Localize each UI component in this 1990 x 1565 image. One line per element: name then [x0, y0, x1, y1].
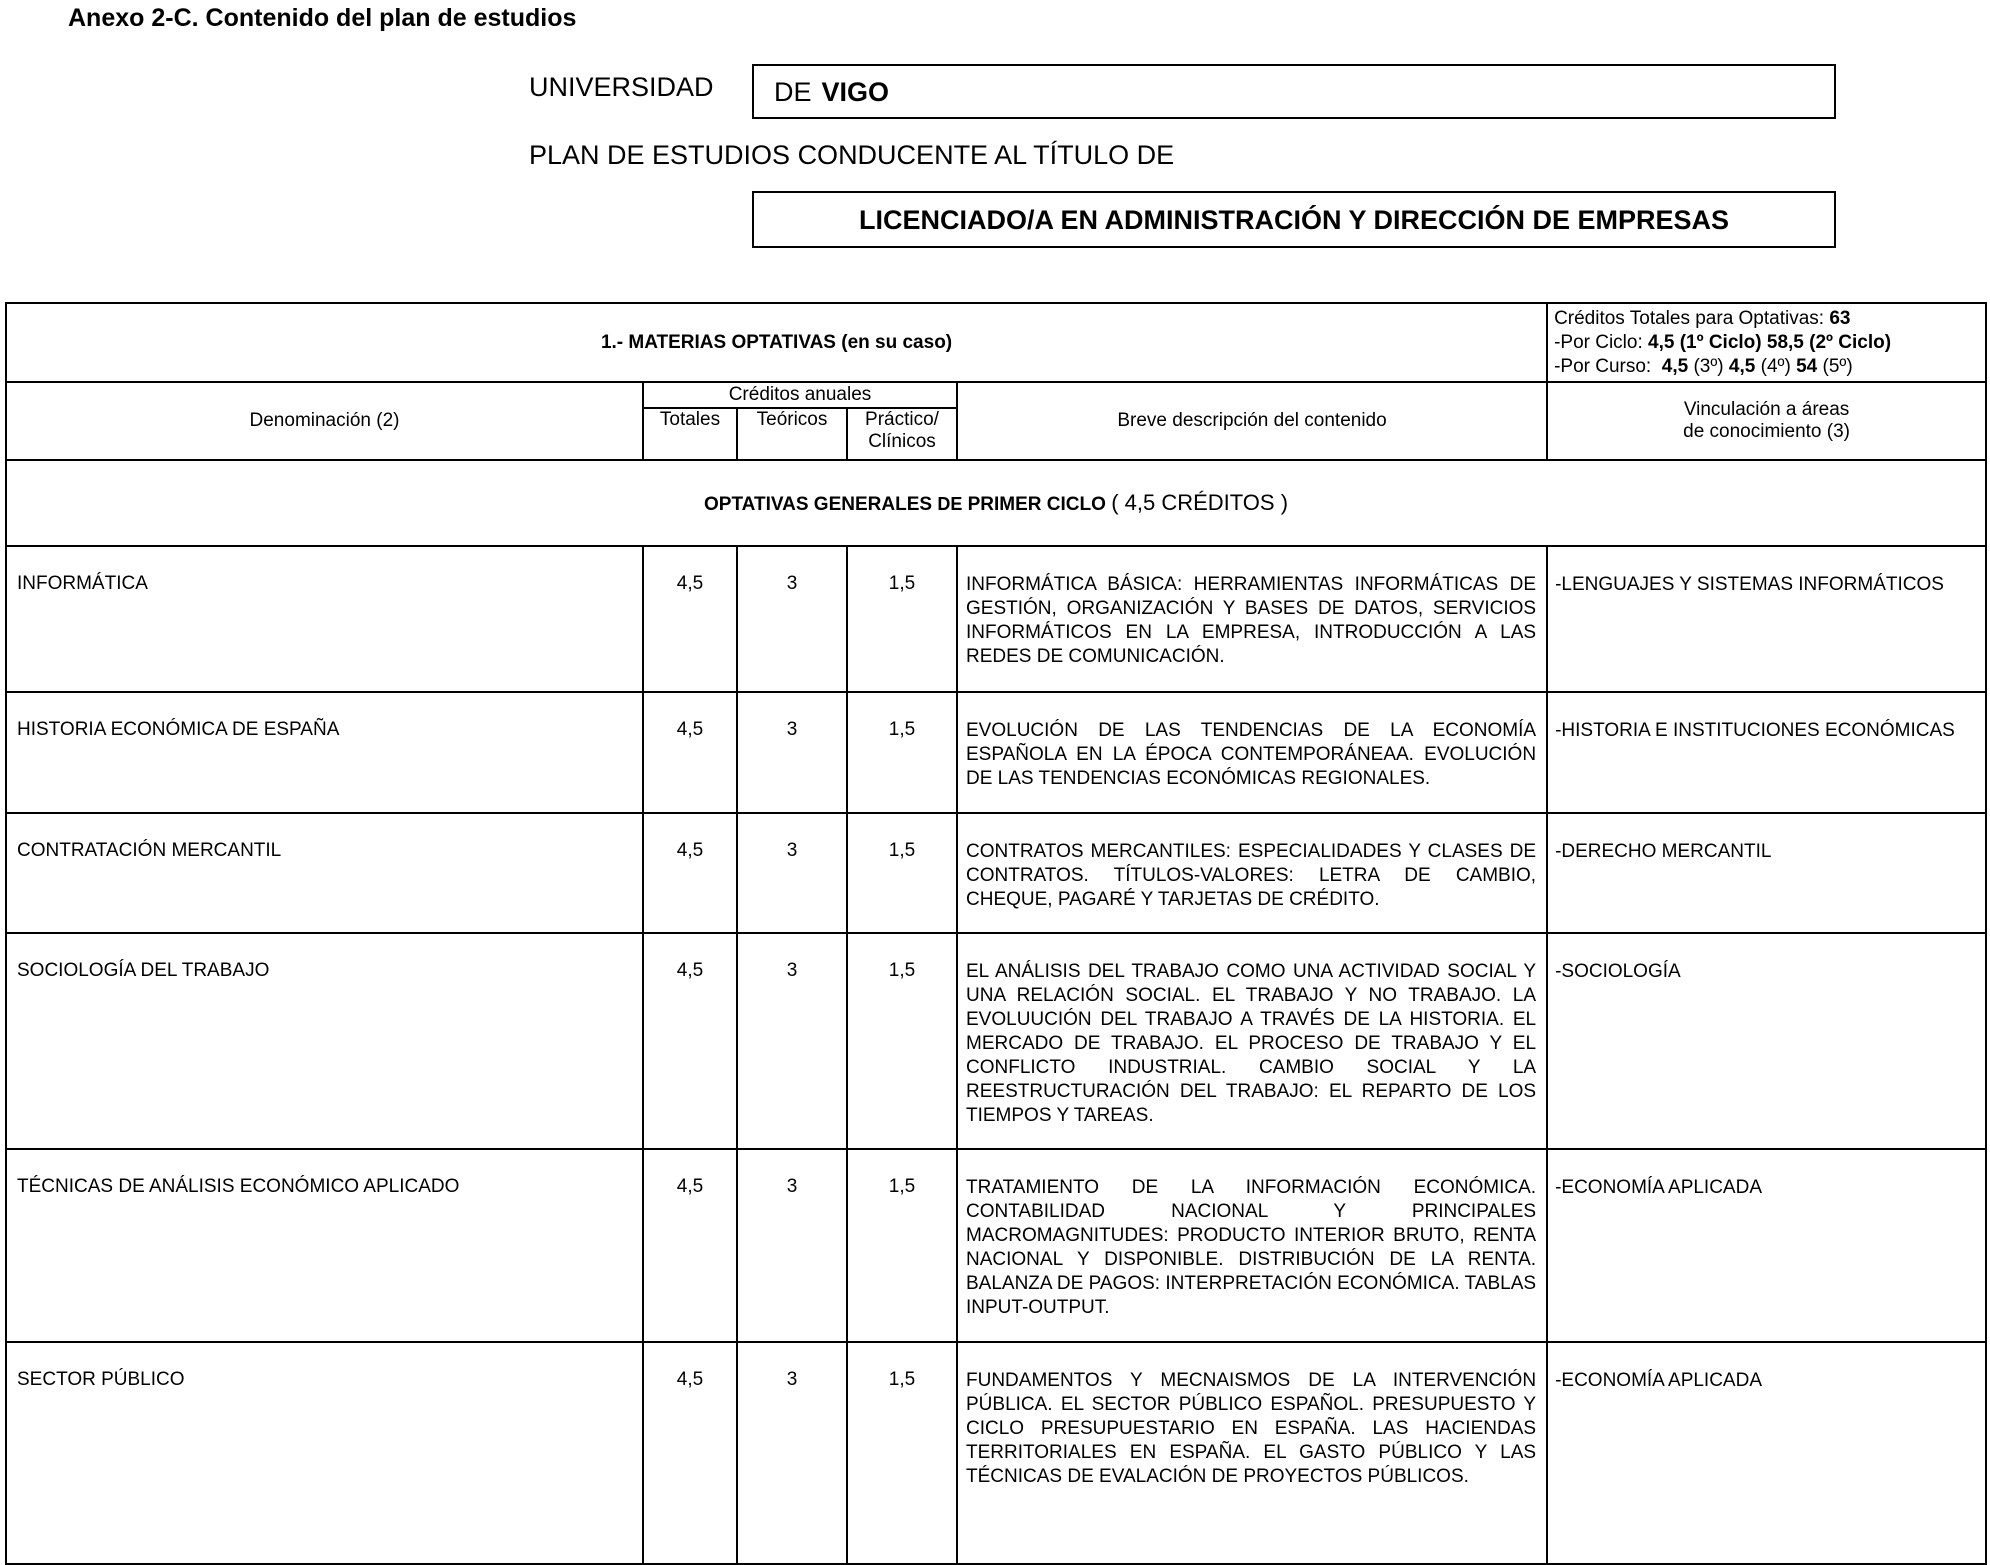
- row-totales: 4,5: [643, 1149, 737, 1342]
- row-name: SOCIOLOGÍA DEL TRABAJO: [6, 933, 643, 1149]
- row-area: -HISTORIA E INSTITUCIONES ECONÓMICAS: [1547, 692, 1986, 813]
- row-practicos: 1,5: [847, 692, 957, 813]
- credits-curso-b: 4,5: [1728, 355, 1756, 377]
- credits-curso-b-unit: (4º): [1760, 355, 1791, 377]
- subsection-row: [6, 460, 1986, 546]
- credits-curso-c: 54: [1796, 355, 1818, 377]
- col-denominacion: Denominación (2): [6, 382, 643, 460]
- university-name: VIGO: [821, 77, 890, 107]
- row-teoricos: 3: [737, 1342, 847, 1564]
- row-descripcion: FUNDAMENTOS Y MECNAISMOS DE LA INTERVENCIÓN PÚBLICA. EL SECTOR PÚBLICO ESPAÑOL. PRESUPUESTO Y CICLO PRESUPUESTARIO EN ESPAÑA. LAS HACIENDAS TERRITORIALES EN ESPAÑA. EL GASTO PÚBLICO Y LAS TÉCNICAS DE EVALACIÓN DE PROYECTOS PÚBLICOS.: [957, 1342, 1547, 1564]
- credits-ciclo-label: -Por Ciclo:: [1554, 331, 1643, 353]
- row-name: SECTOR PÚBLICO: [6, 1342, 643, 1564]
- row-totales: 4,5: [643, 1342, 737, 1564]
- subsection-b: PRIMER CICLO: [967, 494, 1106, 515]
- subsection-de: DE: [937, 494, 963, 514]
- row-descripcion: CONTRATOS MERCANTILES: ESPECIALIDADES Y CLASES DE CONTRATOS. TÍTULOS-VALORES: LETRA DE CAMBIO, CHEQUE, PAGARÉ Y TARJETAS DE CRÉDITO.: [957, 813, 1547, 933]
- row-practicos: 1,5: [847, 546, 957, 692]
- col-creditos-anuales: Créditos anuales: [643, 382, 957, 408]
- university-prefix: DE: [774, 77, 812, 107]
- row-totales: 4,5: [643, 692, 737, 813]
- annex-title: Anexo 2-C. Contenido del plan de estudios: [68, 4, 577, 32]
- row-totales: 4,5: [643, 546, 737, 692]
- col-totales: Totales: [643, 408, 737, 460]
- row-teoricos: 3: [737, 692, 847, 813]
- credits-total-label: Créditos Totales para Optativas:: [1554, 307, 1825, 329]
- row-area: -DERECHO MERCANTIL: [1547, 813, 1986, 933]
- col-descripcion: Breve descripción del contenido: [957, 382, 1547, 460]
- subsection-title: [6, 460, 1986, 546]
- row-area: -LENGUAJES Y SISTEMAS INFORMÁTICOS: [1547, 546, 1986, 692]
- subsection-c: ( 4,5 CRÉDITOS ): [1111, 490, 1289, 515]
- optativas-table: [5, 302, 1987, 1565]
- plan-label: PLAN DE ESTUDIOS CONDUCENTE AL TÍTULO DE: [529, 140, 1175, 170]
- row-teoricos: 3: [737, 546, 847, 692]
- row-name: TÉCNICAS DE ANÁLISIS ECONÓMICO APLICADO: [6, 1149, 643, 1342]
- row-name: HISTORIA ECONÓMICA DE ESPAÑA: [6, 692, 643, 813]
- row-area: -ECONOMÍA APLICADA: [1547, 1149, 1986, 1342]
- row-practicos: 1,5: [847, 1342, 957, 1564]
- credits-total-value: 63: [1829, 307, 1851, 329]
- credits-ciclo-value: 4,5 (1º Ciclo) 58,5 (2º Ciclo): [1648, 331, 1892, 353]
- credits-curso-label: -Por Curso:: [1554, 355, 1652, 377]
- credits-summary: [1547, 303, 1986, 382]
- row-totales: 4,5: [643, 813, 737, 933]
- row-practicos: 1,5: [847, 933, 957, 1149]
- table-row: [6, 546, 1986, 692]
- university-label: UNIVERSIDAD: [529, 72, 714, 102]
- degree-title: LICENCIADO/A EN ADMINISTRACIÓN Y DIRECCIÓN DE EMPRESAS: [752, 191, 1836, 248]
- row-descripcion: EVOLUCIÓN DE LAS TENDENCIAS DE LA ECONOMÍA ESPAÑOLA EN LA ÉPOCA CONTEMPORÁNEAA. EVOLUCIÓN DE LAS TENDENCIAS ECONÓMICAS REGIONALES.: [957, 692, 1547, 813]
- col-vinculacion-line2: de conocimiento (3): [1683, 421, 1850, 442]
- col-practicos: [847, 408, 957, 460]
- row-descripcion: TRATAMIENTO DE LA INFORMACIÓN ECONÓMICA. CONTABILIDAD NACIONAL Y PRINCIPALES MACROMAGNITUDES: PRODUCTO INTERIOR BRUTO, RENTA NACIONAL Y DISPONIBLE. DISTRIBUCIÓN DE LA RENTA. BALANZA DE PAGOS: INTERPRETACIÓN ECONÓMICA. TABLAS INPUT-OUTPUT.: [957, 1149, 1547, 1342]
- row-descripcion: EL ANÁLISIS DEL TRABAJO COMO UNA ACTIVIDAD SOCIAL Y UNA RELACIÓN SOCIAL. EL TRABAJO Y NO TRABAJO. LA EVOLUUCIÓN DEL TRABAJO A TRAVÉS DE LA HISTORIA. EL MERCADO DE TRABAJO. EL PROCESO DE TRABAJO Y EL CONFLICTO INDUSTRIAL. CAMBIO SOCIAL Y LA REESTRUCTURACIÓN DEL TRABAJO: EL REPARTO DE LOS TIEMPOS Y TAREAS.: [957, 933, 1547, 1149]
- credits-curso-line: [1554, 355, 1979, 379]
- row-teoricos: 3: [737, 933, 847, 1149]
- table-row: [6, 1342, 1986, 1564]
- row-name: INFORMÁTICA: [6, 546, 643, 692]
- table-row: [6, 933, 1986, 1149]
- credits-total-line: [1554, 307, 1979, 331]
- row-area: -SOCIOLOGÍA: [1547, 933, 1986, 1149]
- table-row: [6, 1149, 1986, 1342]
- col-vinculacion-line1: Vinculación a áreas: [1683, 399, 1850, 420]
- row-area: -ECONOMÍA APLICADA: [1547, 1342, 1986, 1564]
- row-practicos: 1,5: [847, 813, 957, 933]
- credits-curso-a: 4,5: [1661, 355, 1689, 377]
- col-practicos-line1: Práctico/: [865, 409, 939, 430]
- subsection-a: OPTATIVAS GENERALES: [704, 494, 933, 515]
- row-name: CONTRATACIÓN MERCANTIL: [6, 813, 643, 933]
- table-title-row: [6, 303, 1986, 382]
- col-practicos-line2: Clínicos: [868, 431, 936, 452]
- row-teoricos: 3: [737, 1149, 847, 1342]
- university-box: [752, 64, 1836, 119]
- row-teoricos: 3: [737, 813, 847, 933]
- table-row: [6, 692, 1986, 813]
- col-vinculacion: [1547, 382, 1986, 460]
- credits-curso-a-unit: (3º): [1693, 355, 1724, 377]
- row-practicos: 1,5: [847, 1149, 957, 1342]
- section-title: 1.- MATERIAS OPTATIVAS (en su caso): [6, 303, 1547, 382]
- table-row: [6, 813, 1986, 933]
- header-row-1: [6, 382, 1986, 408]
- credits-curso-c-unit: (5º): [1822, 355, 1853, 377]
- col-teoricos: Teóricos: [737, 408, 847, 460]
- row-descripcion: INFORMÁTICA BÁSICA: HERRAMIENTAS INFORMÁTICAS DE GESTIÓN, ORGANIZACIÓN Y BASES DE DATOS, SERVICIOS INFORMÁTICOS EN LA EMPRESA, INTRODUCCIÓN A LAS REDES DE COMUNICACIÓN.: [957, 546, 1547, 692]
- row-totales: 4,5: [643, 933, 737, 1149]
- credits-ciclo-line: [1554, 331, 1979, 355]
